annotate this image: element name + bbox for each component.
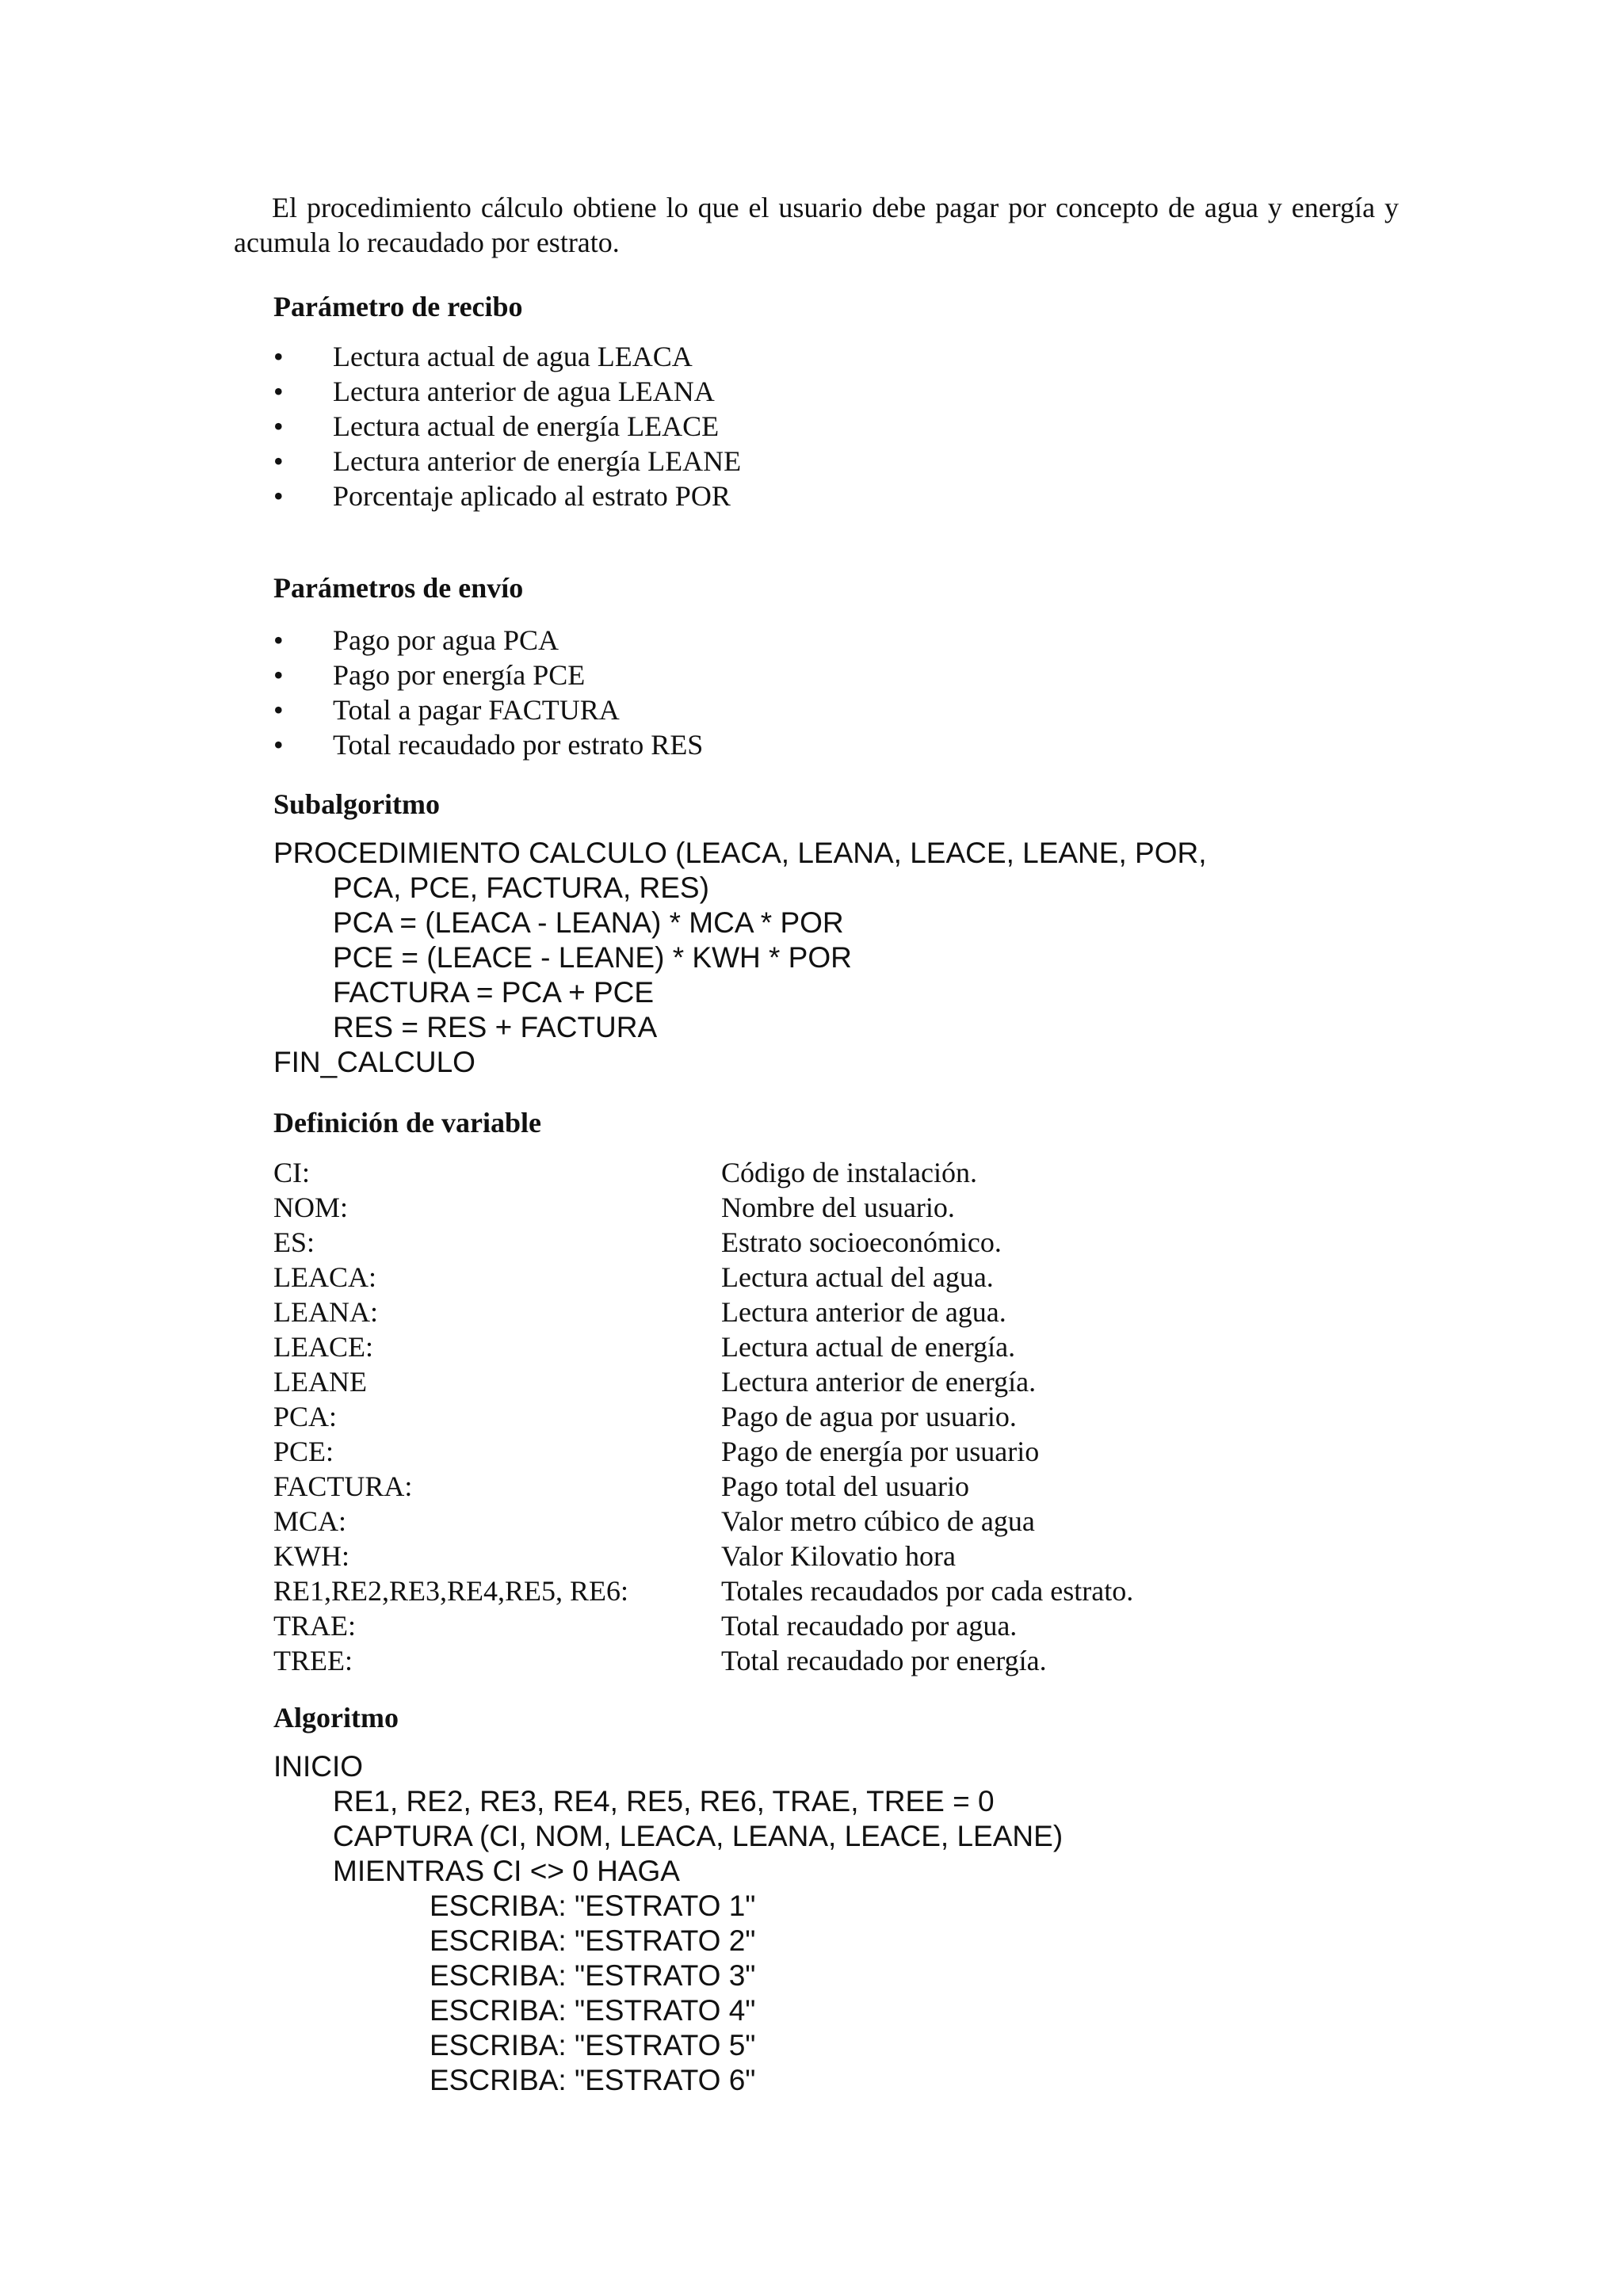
bullet-icon: • <box>273 480 284 512</box>
code-line: ESCRIBA: "ESTRATO 5" <box>430 2029 756 2061</box>
table-row <box>273 1573 1304 1608</box>
heading-subalgoritmo: Subalgoritmo <box>273 788 441 820</box>
list-item-text: Pago por agua PCA <box>333 624 559 656</box>
variable-name: NOM: <box>273 1192 349 1223</box>
code-line: PCA = (LEACA - LEANA) * MCA * POR <box>333 906 844 939</box>
code-line: FACTURA = PCA + PCE <box>333 976 655 1009</box>
variable-name: KWH: <box>273 1540 349 1572</box>
bullet-icon: • <box>273 659 284 691</box>
list-item <box>273 727 703 762</box>
variable-description: Nombre del usuario. <box>721 1192 955 1223</box>
variable-name: LEANE <box>273 1366 367 1398</box>
variable-name: PCA: <box>273 1401 338 1432</box>
bullet-icon: • <box>273 376 284 407</box>
subalgoritmo-code-block <box>273 836 1206 1080</box>
code-line: FIN_CALCULO <box>273 1046 475 1078</box>
intro-paragraph: El procedimiento cálculo obtiene lo que el usuario debe pagar por concepto de agua y energía y acumula lo recaudado por estrato. <box>234 192 1399 258</box>
bullet-icon: • <box>273 410 284 442</box>
algoritmo-code-block <box>273 1749 1063 2098</box>
list-item-text: Lectura actual de agua LEACA <box>333 341 693 372</box>
code-line: PCE = (LEACE - LEANE) * KWH * POR <box>333 941 852 974</box>
list-item <box>273 623 703 658</box>
bullet-icon: • <box>273 729 284 761</box>
code-line: ESCRIBA: "ESTRATO 3" <box>430 1959 756 1992</box>
list-item-text: Total recaudado por estrato RES <box>333 729 704 761</box>
variable-name: LEACA: <box>273 1261 376 1293</box>
table-row <box>273 1155 1304 1190</box>
variable-name: MCA: <box>273 1505 347 1537</box>
code-line: MIENTRAS CI <> 0 HAGA <box>333 1855 680 1887</box>
variable-name: FACTURA: <box>273 1470 413 1502</box>
code-line: PCA, PCE, FACTURA, RES) <box>333 871 709 904</box>
heading-parametro-recibo: Parámetro de recibo <box>273 291 523 322</box>
table-row <box>273 1329 1304 1364</box>
table-row <box>273 1364 1304 1399</box>
heading-definicion-variable: Definición de variable <box>273 1107 541 1138</box>
variable-description: Totales recaudados por cada estrato. <box>721 1575 1134 1607</box>
variable-description: Pago total del usuario <box>721 1470 969 1502</box>
code-line: ESCRIBA: "ESTRATO 1" <box>430 1890 756 1922</box>
variable-name: ES: <box>273 1226 315 1258</box>
variable-name: TRAE: <box>273 1610 356 1642</box>
bullet-icon: • <box>273 624 284 656</box>
variable-description: Valor Kilovatio hora <box>721 1540 956 1572</box>
variable-name: TREE: <box>273 1645 353 1676</box>
table-row <box>273 1469 1304 1504</box>
table-row <box>273 1190 1304 1225</box>
variable-name: LEACE: <box>273 1331 373 1363</box>
list-item <box>273 658 703 692</box>
heading-algoritmo: Algoritmo <box>273 1702 399 1733</box>
table-row <box>273 1434 1304 1469</box>
table-row <box>273 1260 1304 1295</box>
table-row <box>273 1225 1304 1260</box>
table-row <box>273 1539 1304 1573</box>
list-item-text: Total a pagar FACTURA <box>333 694 620 726</box>
variable-description: Pago de energía por usuario <box>721 1436 1040 1467</box>
code-line: RES = RES + FACTURA <box>333 1011 658 1043</box>
variable-description: Lectura anterior de agua. <box>721 1296 1006 1328</box>
heading-parametros-envio: Parámetros de envío <box>273 572 524 604</box>
bullet-icon: • <box>273 694 284 726</box>
list-item <box>273 444 741 479</box>
bullet-icon: • <box>273 341 284 372</box>
list-item <box>273 374 741 409</box>
list-item <box>273 339 741 374</box>
code-line: CAPTURA (CI, NOM, LEACA, LEANA, LEACE, LEANE) <box>333 1820 1064 1852</box>
table-row <box>273 1504 1304 1539</box>
variable-description: Pago de agua por usuario. <box>721 1401 1017 1432</box>
code-line: ESCRIBA: "ESTRATO 6" <box>430 2064 756 2096</box>
code-line: ESCRIBA: "ESTRATO 4" <box>430 1994 756 2027</box>
list-parametros-envio <box>273 623 703 762</box>
bullet-icon: • <box>273 445 284 477</box>
code-line: ESCRIBA: "ESTRATO 2" <box>430 1924 756 1957</box>
list-item <box>273 692 703 727</box>
variable-description: Estrato socioeconómico. <box>721 1226 1002 1258</box>
table-row <box>273 1295 1304 1329</box>
variable-description: Total recaudado por agua. <box>721 1610 1018 1642</box>
code-line: RE1, RE2, RE3, RE4, RE5, RE6, TRAE, TREE = 0 <box>333 1785 995 1817</box>
list-item-text: Lectura actual de energía LEACE <box>333 410 720 442</box>
variable-description: Total recaudado por energía. <box>721 1645 1047 1676</box>
variable-name: LEANA: <box>273 1296 378 1328</box>
variable-description: Código de instalación. <box>721 1157 977 1188</box>
list-item <box>273 409 741 444</box>
code-line: INICIO <box>273 1750 364 1783</box>
table-row <box>273 1399 1304 1434</box>
variable-name: RE1,RE2,RE3,RE4,RE5, RE6: <box>273 1575 629 1607</box>
list-item <box>273 479 741 513</box>
list-item-text: Pago por energía PCE <box>333 659 586 691</box>
variable-name: PCE: <box>273 1436 334 1467</box>
list-item-text: Lectura anterior de energía LEANE <box>333 445 742 477</box>
table-row <box>273 1608 1304 1643</box>
list-item-text: Lectura anterior de agua LEANA <box>333 376 715 407</box>
variable-name: CI: <box>273 1157 311 1188</box>
variable-description: Valor metro cúbico de agua <box>721 1505 1035 1537</box>
variable-description: Lectura anterior de energía. <box>721 1366 1037 1398</box>
variable-definition-table <box>273 1155 1304 1678</box>
variable-description: Lectura actual de energía. <box>721 1331 1016 1363</box>
list-item-text: Porcentaje aplicado al estrato POR <box>333 480 731 512</box>
table-row <box>273 1643 1304 1678</box>
list-parametro-recibo <box>273 339 741 513</box>
code-line: PROCEDIMIENTO CALCULO (LEACA, LEANA, LEACE, LEANE, POR, <box>273 837 1207 869</box>
variable-description: Lectura actual del agua. <box>721 1261 994 1293</box>
